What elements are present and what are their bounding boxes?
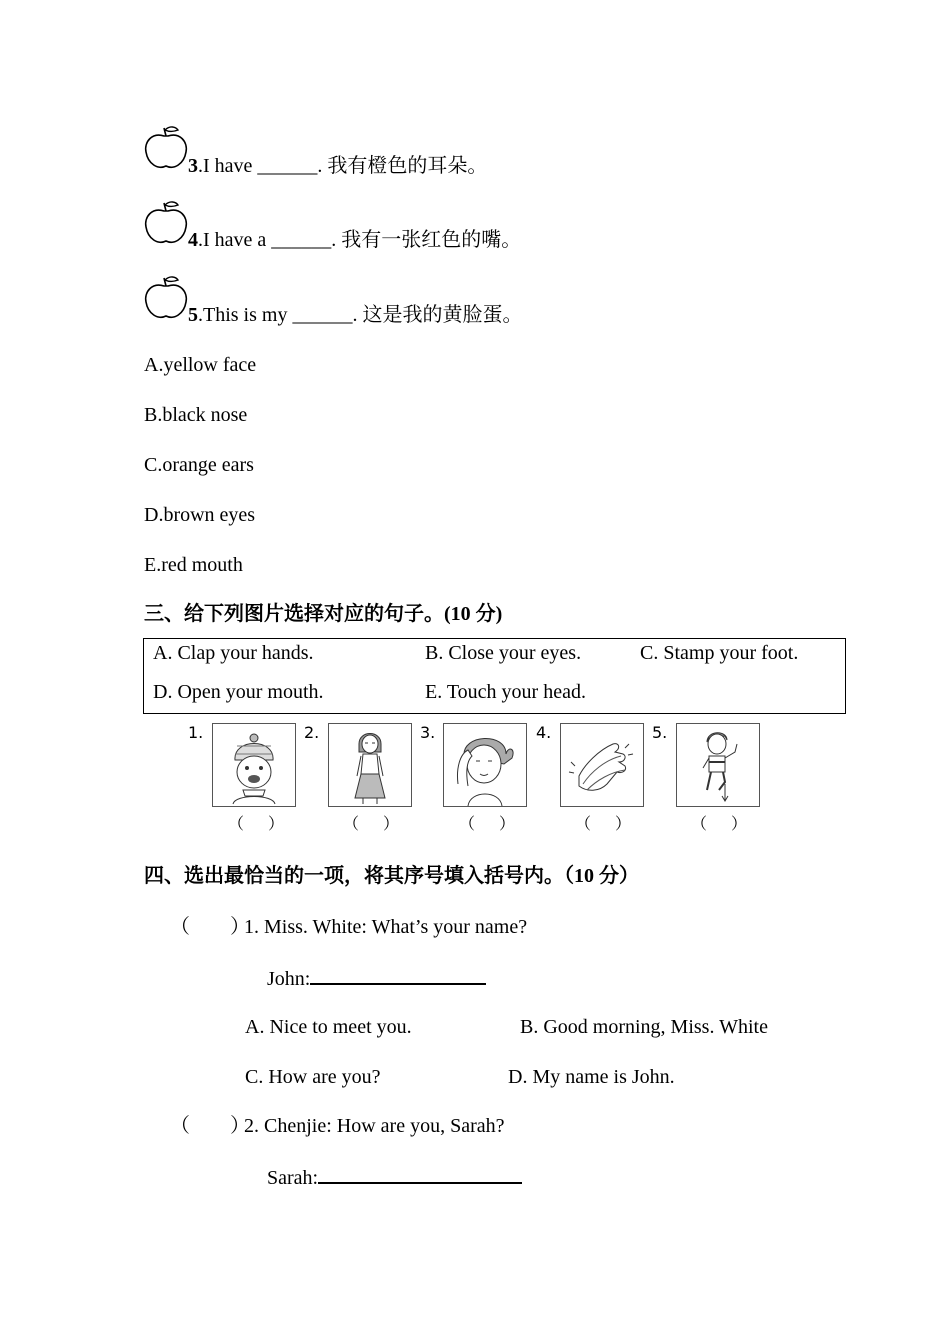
item-prefix: .I have a: [198, 229, 272, 251]
fill-item: [188, 154, 487, 178]
boy-stamp-foot-icon: [677, 724, 759, 806]
option-d: D. My name is John.: [508, 1066, 675, 1088]
apple-icon: [142, 124, 190, 172]
option-d: D. Open your mouth.: [153, 681, 324, 703]
word-option: C.orange ears: [144, 454, 254, 476]
answer-label: John:: [267, 968, 311, 990]
option-e: E. Touch your head.: [425, 681, 586, 703]
answer-blank[interactable]: ______: [292, 304, 353, 326]
word-option: A.yellow face: [144, 354, 257, 376]
item-suffix: . 我有橙色的耳朵。: [317, 155, 488, 177]
fill-item: [188, 228, 521, 252]
girl-eyes-closed-icon: [329, 724, 411, 806]
clap-hands-icon: [561, 724, 643, 806]
sentence-options-box: [143, 638, 846, 714]
question-1: 1. Miss. White: What’s your name?: [244, 916, 528, 938]
answer-paren[interactable]: （ ）: [170, 916, 250, 938]
picture-number: 2.: [304, 723, 320, 742]
answer-line: [267, 965, 486, 991]
option-c: C. How are you?: [245, 1066, 381, 1088]
item-prefix: .I have: [198, 155, 258, 177]
picture-number: 4.: [536, 723, 552, 742]
word-option: E.red mouth: [144, 554, 243, 576]
fill-item: [188, 303, 522, 327]
answer-blank[interactable]: ______: [271, 229, 332, 251]
apple-icon: [142, 199, 190, 247]
option-a: A. Nice to meet you.: [245, 1016, 412, 1038]
question-2: 2. Chenjie: How are you, Sarah?: [244, 1115, 505, 1137]
option-c: C. Stamp your foot.: [640, 642, 799, 664]
answer-blank[interactable]: [310, 965, 486, 985]
option-b: B. Good morning, Miss. White: [520, 1016, 768, 1038]
apple-icon: [142, 274, 190, 322]
picture-4: [560, 723, 644, 807]
girl-open-mouth-icon: [213, 724, 295, 806]
item-suffix: . 我有一张红色的嘴。: [331, 229, 522, 251]
picture-number: 1.: [188, 723, 204, 742]
item-prefix: .This is my: [198, 304, 293, 326]
section4-title: 四、选出最恰当的一项，将其序号填入括号内。（10 分）: [144, 865, 639, 887]
picture-3: [443, 723, 527, 807]
section3-title: 三、给下列图片选择对应的句子。(10 分): [144, 603, 503, 625]
answer-label: Sarah:: [267, 1167, 319, 1189]
answer-paren[interactable]: （ ）: [170, 1115, 250, 1137]
option-a: A. Clap your hands.: [153, 642, 314, 664]
item-number: 3: [188, 155, 198, 177]
picture-2: [328, 723, 412, 807]
answer-line: [267, 1164, 522, 1190]
option-b: B. Close your eyes.: [425, 642, 582, 664]
item-number: 5: [188, 304, 198, 326]
word-option: B.black nose: [144, 404, 248, 426]
picture-number: 5.: [652, 723, 668, 742]
answer-blank[interactable]: [318, 1164, 522, 1184]
picture-1: [212, 723, 296, 807]
word-option: D.brown eyes: [144, 504, 256, 526]
picture-5: [676, 723, 760, 807]
girl-touch-head-icon: [444, 724, 526, 806]
item-number: 4: [188, 229, 198, 251]
item-suffix: . 这是我的黄脸蛋。: [352, 304, 523, 326]
picture-number: 3.: [420, 723, 436, 742]
answer-blank[interactable]: ______: [257, 155, 318, 177]
